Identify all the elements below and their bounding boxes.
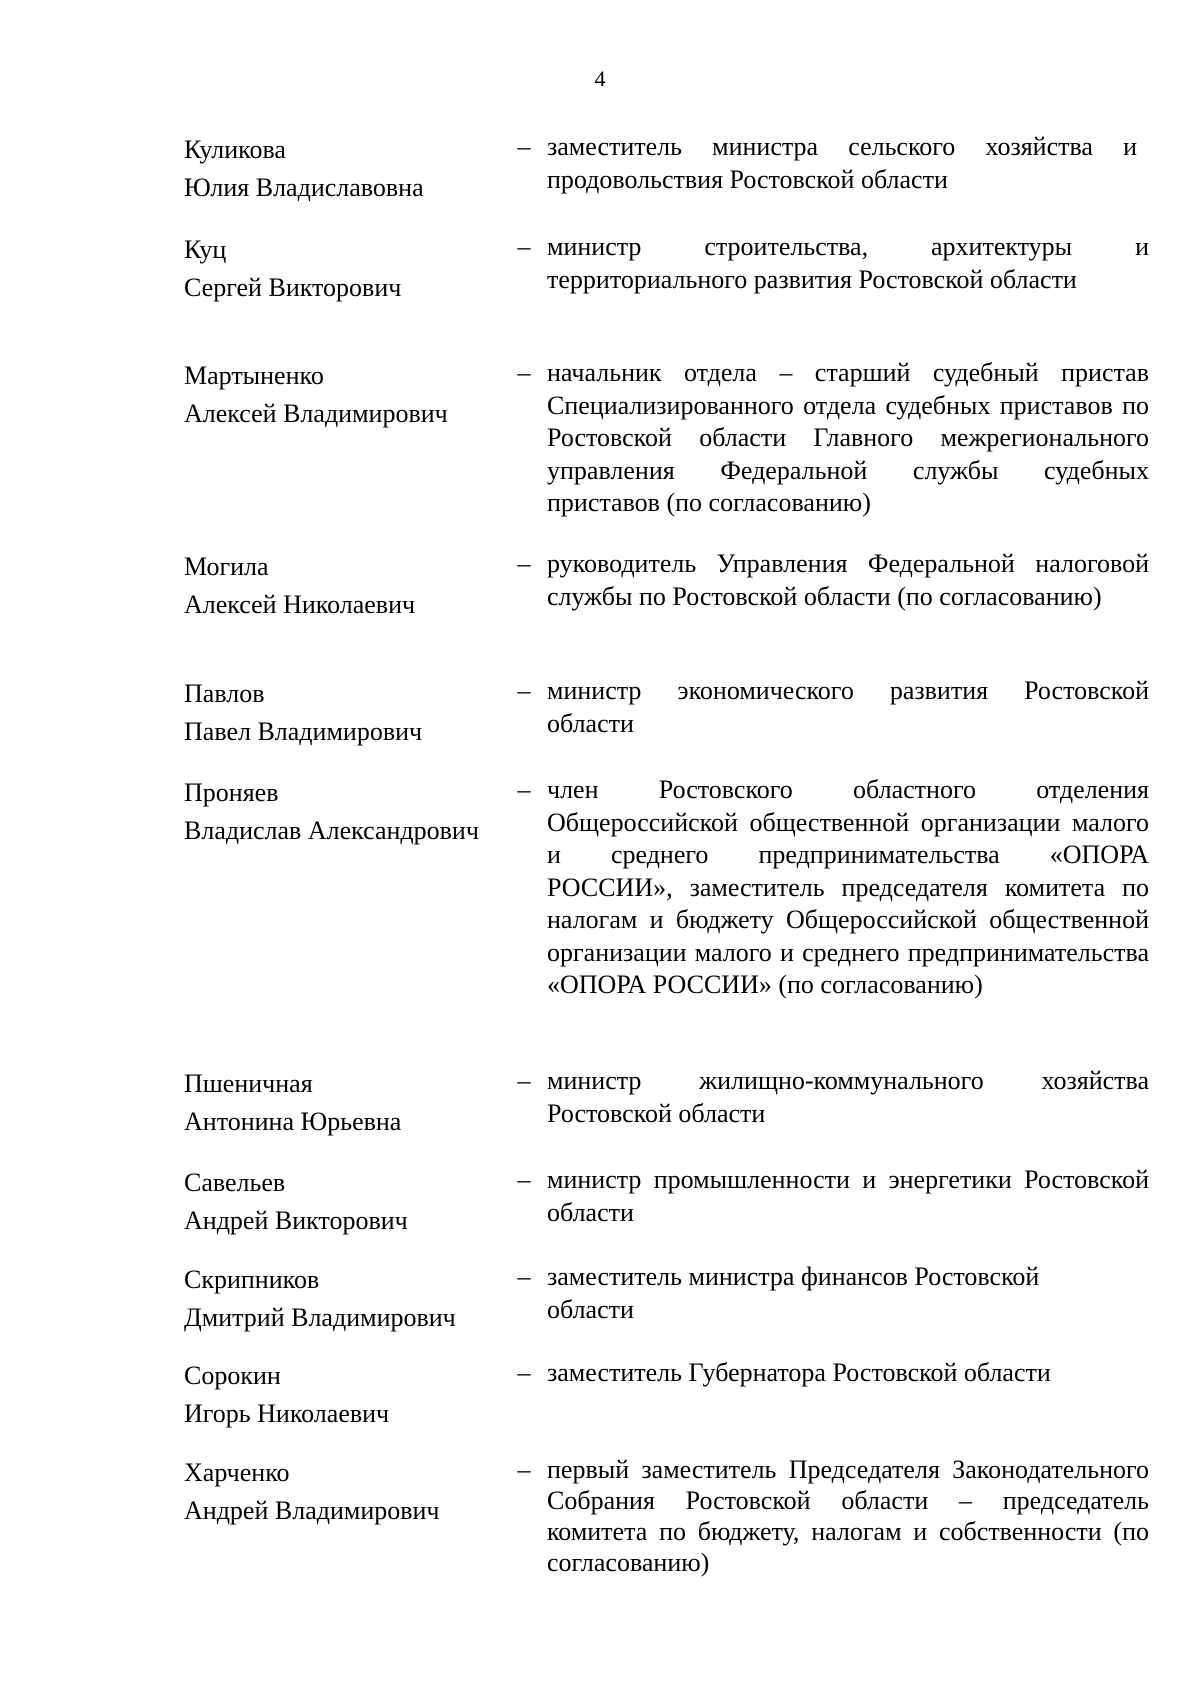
member-position: начальник отдела – старший судебный пристав Специализированного отдела судебных приставов по Ростовской области Главного межрегионального управления Федеральной службы судебных приставов (по согласованию) xyxy=(547,358,1149,517)
member-surname: Могила xyxy=(184,552,269,581)
member-surname: Куц xyxy=(184,235,227,264)
member-surname: Куликова xyxy=(184,135,286,164)
dash-separator: – xyxy=(517,775,531,804)
member-name xyxy=(184,357,504,433)
member-name xyxy=(184,1261,504,1337)
member-position: заместитель Губернатора Ростовской области xyxy=(547,1358,1051,1387)
member-position: министр жилищно-коммунального хозяйства Ростовской области xyxy=(547,1066,1149,1128)
member-position: министр строительства, архитектуры и территориального развития Ростовской области xyxy=(547,232,1149,294)
member-given-names: Сергей Викторович xyxy=(184,273,402,302)
dash-separator: – xyxy=(517,1358,531,1387)
member-position: член Ростовского областного отделения Общероссийской общественной организации малого и среднего предпринимательства «ОПОРА РОССИИ», заместитель председателя комитета по налогам и бюджету Общероссийской общественной организации малого и среднего предпринимательства «ОПОРА РОССИИ» (по согласованию) xyxy=(547,775,1149,999)
member-name xyxy=(184,774,504,850)
member-given-names: Алексей Владимирович xyxy=(184,399,448,428)
member-given-names: Владислав Александрович xyxy=(184,816,479,845)
member-given-names: Андрей Владимирович xyxy=(184,1496,440,1525)
member-given-names: Антонина Юрьевна xyxy=(184,1107,402,1136)
member-name xyxy=(184,1065,504,1141)
dash-separator: – xyxy=(517,1455,531,1484)
dash-separator: – xyxy=(517,132,531,161)
member-position: министр промышленности и энергетики Ростовской области xyxy=(547,1165,1149,1227)
member-surname: Харченко xyxy=(184,1458,290,1487)
dash-separator: – xyxy=(517,1165,531,1194)
member-given-names: Дмитрий Владимирович xyxy=(184,1303,456,1332)
dash-separator: – xyxy=(517,676,531,705)
member-given-names: Павел Владимирович xyxy=(184,717,423,746)
member-name xyxy=(184,1357,504,1433)
member-surname: Проняев xyxy=(184,778,279,807)
member-name xyxy=(184,548,504,624)
member-position: руководитель Управления Федеральной налоговой службы по Ростовской области (по согласованию) xyxy=(547,549,1149,611)
member-name xyxy=(184,1164,504,1240)
member-name xyxy=(184,231,504,307)
dash-separator: – xyxy=(517,358,531,387)
member-given-names: Андрей Викторович xyxy=(184,1206,408,1235)
member-surname: Пшеничная xyxy=(184,1069,313,1098)
member-given-names: Алексей Николаевич xyxy=(184,590,416,619)
dash-separator: – xyxy=(517,1066,531,1095)
member-surname: Скрипников xyxy=(184,1265,320,1294)
member-surname: Павлов xyxy=(184,679,265,708)
dash-separator: – xyxy=(517,1262,531,1291)
member-position: первый заместитель Председателя Законодательного Собрания Ростовской области – председатель комитета по бюджету, налогам и собственности (по согласованию) xyxy=(547,1455,1149,1577)
member-name xyxy=(184,1454,504,1530)
member-position: заместитель министра сельского хозяйства и продовольствия Ростовской области xyxy=(547,132,1137,194)
member-surname: Сорокин xyxy=(184,1361,281,1390)
member-surname: Савельев xyxy=(184,1168,286,1197)
member-surname: Мартыненко xyxy=(184,361,324,390)
dash-separator: – xyxy=(517,232,531,261)
member-name xyxy=(184,675,504,751)
member-position: министр экономического развития Ростовской области xyxy=(547,676,1149,738)
page-number: 4 xyxy=(594,66,606,91)
member-given-names: Игорь Николаевич xyxy=(184,1399,390,1428)
member-position: заместитель министра финансов Ростовской области xyxy=(547,1262,1040,1324)
dash-separator: – xyxy=(517,549,531,578)
member-given-names: Юлия Владиславовна xyxy=(184,173,424,202)
member-name xyxy=(184,131,504,207)
